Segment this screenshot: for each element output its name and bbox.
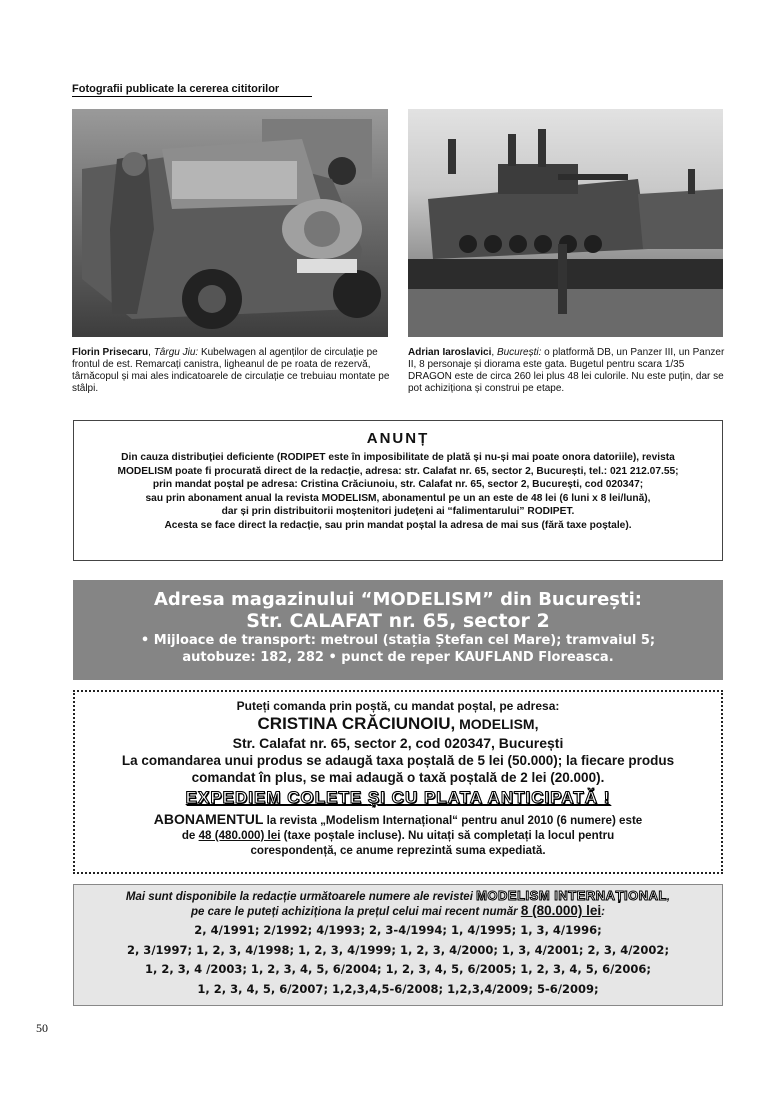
issues-intro	[74, 888, 722, 903]
subscription-info	[75, 812, 721, 858]
issue-price: 8 (80.000) lei	[520, 903, 602, 918]
expediem-part: CU PLATA ANTICIPATĂ !	[385, 788, 611, 807]
expediem-part: EXPEDIEM COLETE	[185, 788, 368, 807]
issues-intro-text: :	[601, 906, 605, 918]
shop-street: Str. CALAFAT nr. 65, sector 2	[246, 610, 550, 632]
caption-text: Kubelwagen al agenților de circulație pe frontul de est. Remarcați canistra, ligheanul de pe roata de rezervă, târnăcopul și mai ales indicatoarele de circulație ce trebuiau montate pe stâlpi.	[72, 347, 390, 394]
kubelwagen-photo-icon	[72, 109, 388, 337]
announcement-line: Din cauza distribuției deficiente (RODIPET este în imposibilitate de plată și nu-și mai poate onora datoriile), revista	[121, 452, 675, 463]
shop-transport-line: • Mijloace de transport: metroul (stația Ștefan cel Mare); tramvaiul 5;	[140, 633, 656, 648]
announcement-line: dar și prin distribuitorii moștenitori județeni ai “falimentarului” RODIPET.	[221, 506, 575, 517]
photo-caption-2: Adrian Iaroslavici, București: o platformă DB, un Panzer III, un Panzer II, 8 personaje și diorama este gata. Bugetul pentru scara 1/35 DRAGON este de circa 260 lei plus 48 lei culorile. Nu este puțin, dar se pot achiziționa și construi pe etape.	[408, 347, 725, 394]
page-number: 50	[36, 1021, 48, 1035]
announcement-line: prin mandat poștal pe adresa: Cristina Crăciunoiu, str. Calafat nr. 65, sector 2, București, cod 020347;	[152, 479, 644, 490]
order-box	[73, 690, 723, 874]
issues-line: 2, 4/1991; 2/1992; 4/1993; 2, 3-4/1994; 1, 4/1995; 1, 3, 4/1996;	[194, 923, 602, 937]
shop-title: Adresa magazinului “MODELISM” din București:	[153, 589, 642, 610]
issues-line: 2, 3/1997; 1, 2, 3, 4/1998; 1, 2, 3, 4/1999; 1, 2, 3, 4/2000; 1, 3, 4/2001; 2, 3, 4/2002;	[126, 942, 670, 957]
order-intro: Puteți comanda prin poștă, cu mandat poștal, pe adresa:	[236, 699, 560, 713]
panzer-platform-photo-icon	[408, 109, 723, 337]
caption-location: Târgu Jiu:	[153, 347, 199, 358]
caption-location: București:	[496, 347, 542, 358]
subscription-text: corespondență, ce anume reprezintă suma expediată.	[250, 844, 546, 857]
expediem-part: ȘI	[367, 788, 386, 807]
subscription-text: (taxe poștale incluse). Nu uitați să completați la locul pentru	[280, 829, 615, 842]
issues-intro-text: Mai sunt disponibile la redacție următoarele numere ale revistei	[125, 891, 477, 903]
announcement-box	[73, 420, 723, 561]
issues-price-intro	[74, 903, 722, 918]
issues-list	[74, 921, 722, 999]
recipient-suffix: MODELISM,	[455, 716, 539, 732]
issues-line: 1, 2, 3, 4, 5, 6/2007; 1,2,3,4,5-6/2008; 1,2,3,4/2009; 5-6/2009;	[197, 981, 599, 996]
order-fee	[75, 752, 721, 786]
fee-line: comandat în plus, se mai adaugă o taxă poștală de 2 lei (20.000).	[191, 770, 605, 785]
announcement-title: ANUNȚ	[366, 430, 430, 447]
shop-transport-line: autobuze: 182, 282 • punct de reper KAUFLAND Floreasca.	[182, 650, 614, 665]
announcement-line: sau prin abonament anual la revista MODELISM, abonamentul pe un an este de 48 lei (6 luni x 8 lei/lună),	[145, 492, 651, 504]
recipient-name: CRISTINA CRĂCIUNOIU,	[257, 714, 456, 733]
issues-intro-text: pe care le puteți achiziționa la prețul celui mai recent număr	[191, 906, 521, 918]
caption-author: Florin Prisecaru	[72, 347, 149, 358]
photo-caption-1: Florin Prisecaru, Târgu Jiu: Kubelwagen al agenților de circulație pe frontul de est. Remarcați canistra, ligheanul de pe roata de rezervă, târnăcopul și mai ales indicatoarele de circulație ce trebuiau montate pe stâlpi.	[72, 347, 390, 394]
magazine-name: MODELISM INTERNAȚIONAL	[476, 888, 667, 903]
subscription-price: 48 (480.000) lei	[198, 829, 281, 842]
issues-line: 1, 2, 3, 4 /2003; 1, 2, 3, 4, 5, 6/2004; 1, 2, 3, 4, 5, 6/2005; 1, 2, 3, 4, 5, 6/2006;	[145, 962, 651, 976]
fee-line: La comandarea unui produs se adaugă taxa poștală de 5 lei (50.000); la fiecare produs	[121, 753, 675, 768]
order-recipient	[75, 714, 721, 734]
subscription-text: la revista „Modelism Internațional“ pentru anul 2010 (6 numere) este	[263, 814, 643, 827]
expediem-notice	[75, 788, 721, 808]
page-header: Fotografii publicate la cererea cititorilor	[72, 83, 280, 95]
header-rule	[72, 96, 312, 97]
order-address: Str. Calafat nr. 65, sector 2, cod 020347, București	[232, 735, 564, 751]
available-issues-box	[73, 884, 723, 1006]
shop-transport	[73, 632, 723, 666]
caption-author: Adrian Iaroslavici	[408, 347, 492, 358]
shop-address-banner	[73, 580, 723, 680]
issues-intro-text: ,	[666, 891, 671, 903]
subscription-label: ABONAMENTUL	[153, 811, 264, 827]
announcement-body	[74, 451, 722, 532]
announcement-line: MODELISM poate fi procurată direct de la redacție, adresa: str. Calafat nr. 65, sector 2, București, tel.: 021 212.07.55;	[117, 465, 679, 477]
caption-text: o platformă DB, un Panzer III, un Panzer II, 8 personaje și diorama este gata. Bugetul pentru scara 1/35 DRAGON este de circa 260 lei plus 48 lei culorile. Nu este puțin, dar se pot achiziționa și construi pe etape.	[408, 347, 725, 394]
subscription-text: de	[181, 829, 199, 842]
announcement-line: Acesta se face direct la redacție, sau prin mandat poștal la adresa de mai sus (fără taxe poștale).	[164, 519, 632, 531]
